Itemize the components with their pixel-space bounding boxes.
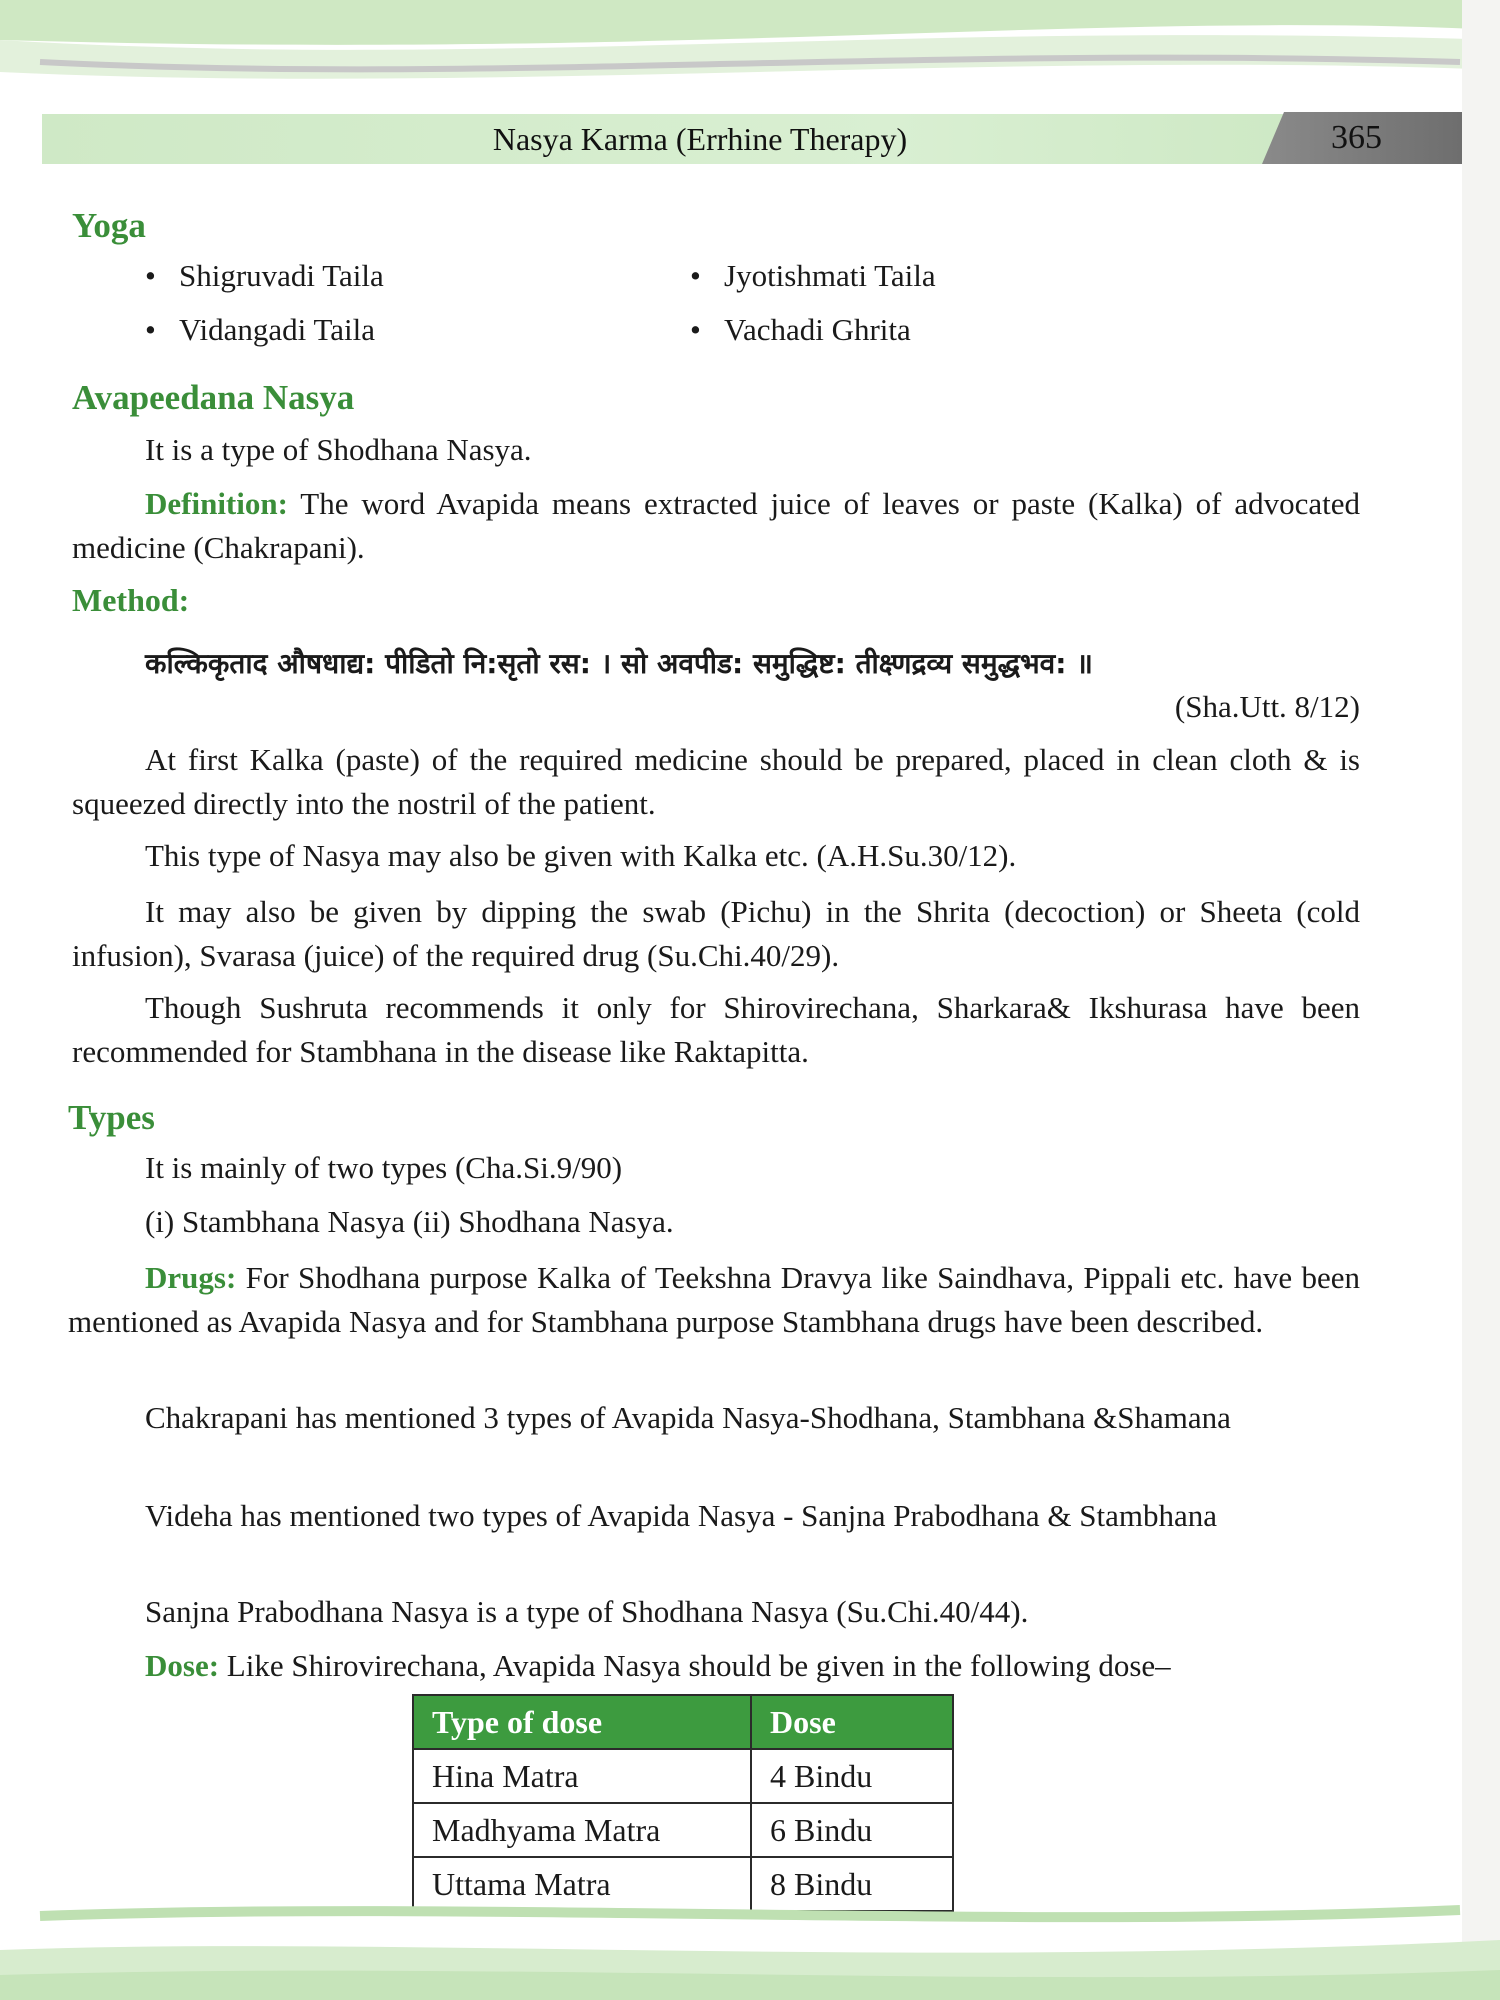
sanjna-paragraph: Sanjna Prabodhana Nasya is a type of Shodhana Nasya (Su.Chi.40/44). [145,1594,1029,1629]
heading-types: Types [68,1098,155,1137]
drugs-text: For Shodhana purpose Kalka of Teekshna Dravya like Saindhava, Pippali etc. have been mentioned as Avapida Nasya and for Stambhana purpose Stambhana drugs have been described. [68,1260,1361,1339]
dose-paragraph [145,1644,1360,1688]
bullet-dot-icon: • [690,258,701,293]
heading-avapeedana-nasya: Avapeedana Nasya [72,378,355,417]
bullet-item [145,310,375,350]
bottom-wave-decoration [0,1880,1500,2000]
verse-reference: (Sha.Utt. 8/12) [1174,689,1360,724]
table-row [413,1749,953,1803]
page-edge-shadow [1462,0,1500,2000]
table-cell: 8 Bindu [751,1857,953,1911]
table-cell: Hina Matra [413,1749,751,1803]
bullet-dot-icon: • [690,312,701,347]
sanskrit-verse: कल्किकृताद औषधाद्य: पीडितो नि:सृतो रस: । सो अवपीड: समुद्धिष्ट: तीक्ष्णद्रव्य समुद्धभव: ॥ [145,647,1093,680]
types-line-1: It is mainly of two types (Cha.Si.9/90) [145,1150,623,1185]
dose-label: Dose: [145,1648,220,1683]
table-cell: 4 Bindu [751,1749,953,1803]
bullet-dot-icon: • [145,312,156,347]
method-paragraph-1: At first Kalka (paste) of the required medicine should be prepared, placed in clean cloth & is squeezed directly into the nostril of the patient. [72,742,1360,821]
method-paragraph-3: It may also be given by dipping the swab (Pichu) in the Shrita (decoction) or Sheeta (cold infusion), Svarasa (juice) of the required drug (Su.Chi.40/29). [72,894,1360,973]
intro-paragraph: It is a type of Shodhana Nasya. [145,432,532,467]
drugs-label: Drugs: [145,1260,237,1295]
table-cell: Uttama Matra [413,1857,751,1911]
bullet-item [690,310,911,350]
top-wave-decoration [0,0,1500,120]
heading-yoga: Yoga [72,206,146,245]
table-cell: 6 Bindu [751,1803,953,1857]
table-header-row [413,1695,953,1749]
bullet-text: Vidangadi Taila [179,312,375,347]
table-row [413,1803,953,1857]
types-line-2: (i) Stambhana Nasya (ii) Shodhana Nasya. [145,1204,674,1239]
method-paragraph-2: This type of Nasya may also be given with Kalka etc. (A.H.Su.30/12). [145,838,1017,873]
definition-paragraph [72,482,1360,570]
dose-text: Like Shirovirechana, Avapida Nasya should be given in the following dose– [226,1648,1171,1683]
bullet-item [690,256,936,296]
chakrapani-paragraph: Chakrapani has mentioned 3 types of Avapida Nasya-Shodhana, Stambhana &Shamana [145,1400,1231,1435]
method-paragraph-4: Though Sushruta recommends it only for Shirovirechana, Sharkara& Ikshurasa have been recommended for Stambhana in the disease like Raktapitta. [72,990,1360,1069]
bullet-item [145,256,384,296]
definition-label: Definition: [145,486,288,521]
bullet-dot-icon: • [145,258,156,293]
method-label: Method: [72,582,190,618]
running-title: Nasya Karma (Errhine Therapy) [492,121,908,157]
videha-paragraph: Videha has mentioned two types of Avapida Nasya - Sanjna Prabodhana & Stambhana [145,1498,1217,1533]
bullet-text: Jyotishmati Taila [724,258,936,293]
column-header-dose: Dose [751,1695,953,1749]
page-number: 365 [1331,119,1382,156]
table-cell: Madhyama Matra [413,1803,751,1857]
bullet-text: Vachadi Ghrita [724,312,911,347]
bullet-text: Shigruvadi Taila [179,258,384,293]
definition-text: The word Avapida means extracted juice of leaves or paste (Kalka) of advocated medicine (Chakrapani). [72,486,1360,565]
drugs-paragraph [68,1256,1360,1344]
column-header-type-of-dose: Type of dose [413,1695,751,1749]
